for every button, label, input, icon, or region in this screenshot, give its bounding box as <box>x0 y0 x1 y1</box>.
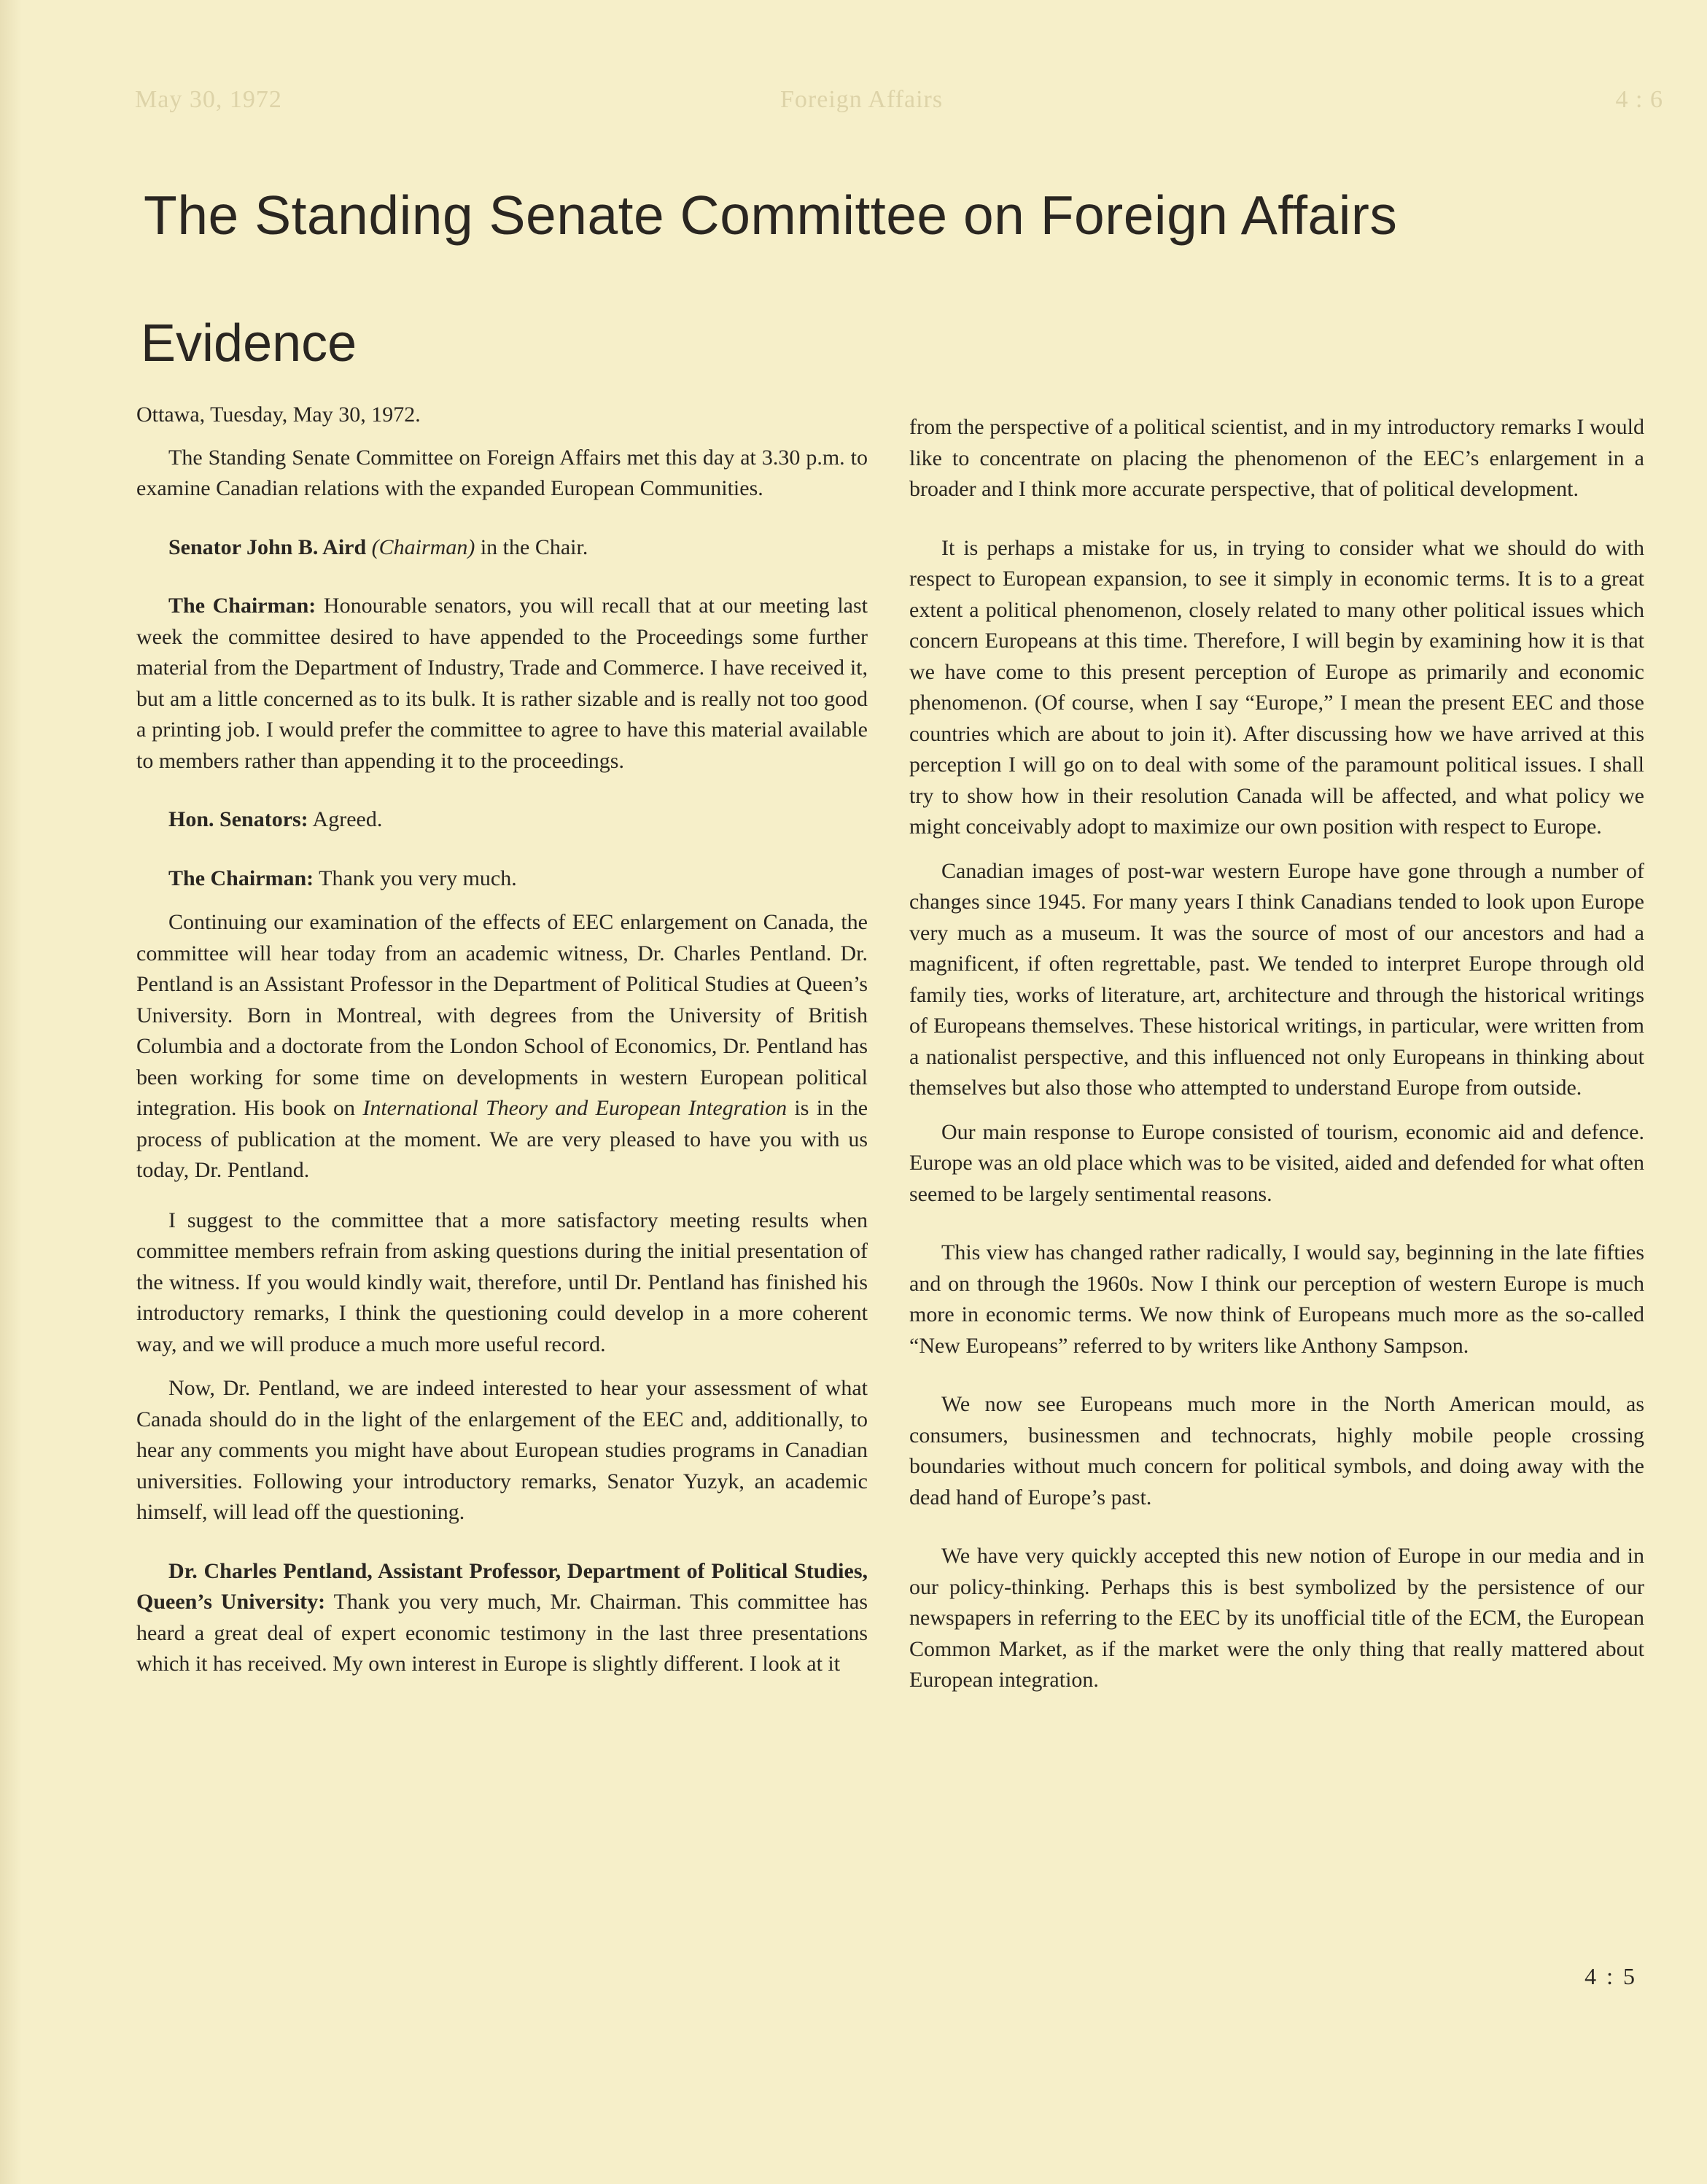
paragraph: The Standing Senate Committee on Foreign Affairs met this day at 3.30 p.m. to examine Canadian relations with the expanded European Communities. <box>136 445 868 500</box>
speech-text: Thank you very much, Mr. Chairman. This committee has heard a great deal of expert economic testimony in the last three presentations which it has received. My own interest in Europe is slightly different. I look at it <box>136 1590 868 1676</box>
speech-text: is in the process of publication at the moment. We are very pleased to have you with us today, Dr. Pentland. <box>136 1096 868 1182</box>
speaker-label: Dr. Charles Pentland, Assistant Professor, Department of Political Studies, Queen’s University: <box>136 1558 868 1614</box>
document-title: The Standing Senate Committee on Foreign Affairs <box>144 184 1398 246</box>
speaker-label: The Chairman: <box>168 594 316 618</box>
chair-line <box>136 532 868 564</box>
paragraph <box>136 907 868 1186</box>
paragraph: This view has changed rather radically, I would say, beginning in the late fifties and on through the 1960s. Now I think our perception of western Europe is much more in economic terms. We now think of Europeans much more as the so-called “New Europeans” referred to by writers like Anthony Sampson. <box>909 1240 1644 1358</box>
bleed-through-title: Foreign Affairs <box>780 86 944 113</box>
chair-name: Senator John B. Aird <box>168 535 367 559</box>
paragraph <box>136 1556 868 1680</box>
paragraph <box>136 804 868 836</box>
speaker-label: Hon. Senators: <box>168 807 308 831</box>
left-column <box>136 400 868 1680</box>
right-column <box>909 412 1644 1696</box>
section-heading: Evidence <box>141 314 357 373</box>
chair-role: (Chairman) <box>371 535 475 559</box>
chair-rest: in the Chair. <box>475 535 588 559</box>
speech-text: Thank you very much. <box>314 866 517 890</box>
paragraph: Our main response to Europe consisted of tourism, economic aid and defence. Europe was an old place which was to be visited, aided and defended for what often seemed to be largely sentimental reasons. <box>909 1119 1644 1206</box>
bleed-through-page-number: 4 : 6 <box>1615 86 1663 113</box>
page-edge-shadow <box>0 0 22 2184</box>
paragraph: It is perhaps a mistake for us, in trying to consider what we should do with respect to European expansion, to see it simply in economic terms. It is to a great extent a political phenomenon, closely related to many other political issues which concern Europeans at this time. Therefore, I will begin by examining how it is that we have come to this present perception of Europe as primarily and economic phenomenon. (Of course, when I say “Europe,” I mean the present EEC and those countries which are about to join it). After discussing how we have arrived at this perception I will go on to deal with some of the paramount political issues. I shall try to show how in their resolution Canada will be affected, and what policy we might conceivably adopt to maximize our own position with respect to Europe. <box>909 535 1644 839</box>
paragraph: Now, Dr. Pentland, we are indeed interested to hear your assessment of what Canada should do in the light of the enlargement of the EEC and, additionally, to hear any comments you might have about European studies programs in Canadian universities. Following your introductory remarks, Senator Yuzyk, an academic himself, will lead off the questioning. <box>136 1376 868 1524</box>
speech-text: Agreed. <box>308 807 383 831</box>
speech-text: Honourable senators, you will recall that at our meeting last week the committee desired to have appended to the Proceedings some further material from the Department of Industry, Trade and Commerce. I have received it, but am a little concerned as to its bulk. It is rather sizable and is really not too good a printing job. I would prefer the committee to agree to have this material available to members rather than appending it to the proceedings. <box>136 594 868 773</box>
speech-text: Continuing our examination of the effects of EEC enlargement on Canada, the committee will hear today from an academic witness, Dr. Charles Pentland. Dr. Pentland is an Assistant Professor in the Department of Political Studies at Queen’s University. Born in Montreal, with degrees from the University of British Columbia and a doctorate from the London School of Economics, Dr. Pentland has been working for some time on developments in western European political integration. His book on <box>136 910 868 1120</box>
paragraph: Canadian images of post-war western Europe have gone through a number of changes since 1945. For many years I think Canadians tended to look upon Europe very much as a museum. It was the source of most of our ancestors and had a magnificent, if often regrettable, past. We tended to interpret Europe through old family ties, works of literature, art, architecture and through the historical writings of Europeans themselves. These historical writings, in particular, were written from a nationalist perspective, and this influenced not only Europeans in thinking about themselves but also those who attempted to understand Europe from outside. <box>909 858 1644 1100</box>
paragraph: from the perspective of a political scientist, and in my introductory remarks I would like to concentrate on placing the phenomenon of the EEC’s enlargement in a broader and I think more accurate perspective, that of political development. <box>909 415 1644 501</box>
dateline: Ottawa, Tuesday, May 30, 1972. <box>136 403 421 427</box>
book-title: International Theory and European Integration <box>362 1096 788 1120</box>
speaker-label: The Chairman: <box>168 866 314 890</box>
page-number: 4 : 5 <box>1584 1963 1637 1989</box>
paragraph: I suggest to the committee that a more satisfactory meeting results when committee members refrain from asking questions during the initial presentation of the witness. If you would kindly wait, therefore, until Dr. Pentland has finished his introductory remarks, I think the questioning could develop in a more coherent way, and we will produce a much more useful record. <box>136 1208 868 1356</box>
paragraph <box>136 591 868 777</box>
paragraph <box>136 863 868 895</box>
bleed-through-date: May 30, 1972 <box>135 86 282 113</box>
paragraph: We now see Europeans much more in the North American mould, as consumers, businessmen and technocrats, highly mobile people crossing boundaries without much concern for political symbols, and doing away with the dead hand of Europe’s past. <box>909 1392 1644 1509</box>
paragraph: We have very quickly accepted this new notion of Europe in our media and in our policy-thinking. Perhaps this is best symbolized by the persistence of our newspapers in referring to the EEC by its unofficial title of the ECM, the European Common Market, as if the market were the only thing that really mattered about European integration. <box>909 1544 1644 1692</box>
